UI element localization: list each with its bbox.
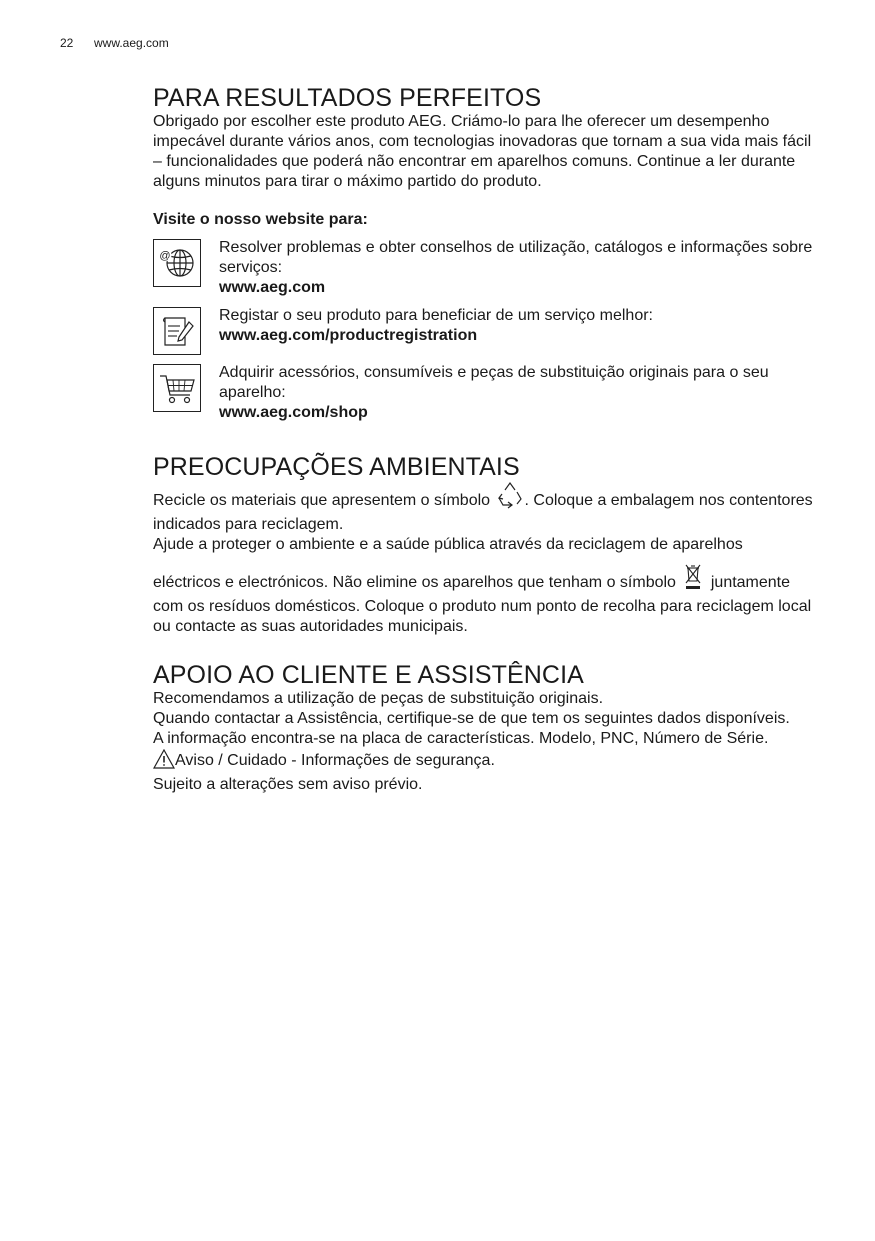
globe-at-icon — [153, 239, 201, 287]
page-header — [60, 36, 169, 50]
warning-line — [153, 749, 823, 775]
website-item-shop — [153, 363, 823, 423]
support-line-5: Sujeito a alterações sem aviso prévio. — [153, 776, 423, 793]
page-number: 22 — [60, 36, 74, 50]
intro-paragraph: Obrigado por escolher este produto AEG. Criámo-lo para lhe oferecer um desempenho impecável durante vários anos, com tecnologias inovadoras que tornam a sua vida mais fácil – funcionalidades que poderá não encontrar em aparelhos comuns. Continue a ler durante alguns minutos para tirar o máximo partido do produto. — [153, 113, 812, 190]
website-item-support — [153, 238, 823, 298]
shopping-cart-icon — [153, 364, 201, 412]
support-text: Resolver problemas e obter conselhos de utilização, catálogos e informações sobre serviços: — [219, 239, 813, 276]
registration-form-icon — [153, 307, 201, 355]
svg-text:@: @ — [159, 250, 171, 262]
support-line-2: Quando contactar a Assistência, certifique-se de que tem os seguintes dados disponíveis. — [153, 710, 790, 727]
section-title-environment: PREOCUPAÇÕES AMBIENTAIS — [153, 453, 520, 481]
registration-text: Registar o seu produto para beneficiar de um serviço melhor: — [219, 307, 653, 324]
recycle-text-after: . Coloque a embalagem nos contentores indicados para reciclagem. — [153, 492, 813, 533]
recycle-icon — [495, 481, 525, 515]
support-line-3: A informação encontra-se na placa de características. Modelo, PNC, Número de Série. — [153, 730, 769, 747]
registration-link[interactable]: www.aeg.com/productregistration — [219, 327, 478, 344]
section-title-support: APOIO AO CLIENTE E ASSISTÊNCIA — [153, 661, 584, 689]
weee-paragraph — [153, 563, 823, 637]
visit-website-label: Visite o nosso website para: — [153, 211, 368, 228]
shop-link[interactable]: www.aeg.com/shop — [219, 404, 368, 421]
crossed-bin-icon — [680, 563, 706, 597]
recycle-paragraph — [153, 481, 823, 535]
header-website: www.aeg.com — [94, 36, 169, 50]
warning-text: Aviso / Cuidado - Informações de segurança. — [175, 752, 495, 769]
shop-text: Adquirir acessórios, consumíveis e peças de substituição originais para o seu aparelho: — [219, 364, 769, 401]
recycle-text-before: Recicle os materiais que apresentem o símbolo — [153, 492, 491, 509]
weee-intro: Ajude a proteger o ambiente e a saúde pública através da reciclagem de aparelhos — [153, 536, 743, 553]
website-item-registration — [153, 306, 823, 355]
warning-triangle-icon — [153, 749, 175, 775]
weee-text-after: juntamente com os resíduos domésticos. Coloque o produto num ponto de recolha para reciclagem local ou contacte as suas autoridades municipais. — [153, 574, 812, 635]
support-link[interactable]: www.aeg.com — [219, 279, 326, 296]
support-line-1: Recomendamos a utilização de peças de substituição originais. — [153, 690, 604, 707]
section-title-results: PARA RESULTADOS PERFEITOS — [153, 84, 542, 112]
weee-text-before: eléctricos e electrónicos. Não elimine os aparelhos que tenham o símbolo — [153, 574, 676, 591]
page-content — [153, 84, 823, 795]
